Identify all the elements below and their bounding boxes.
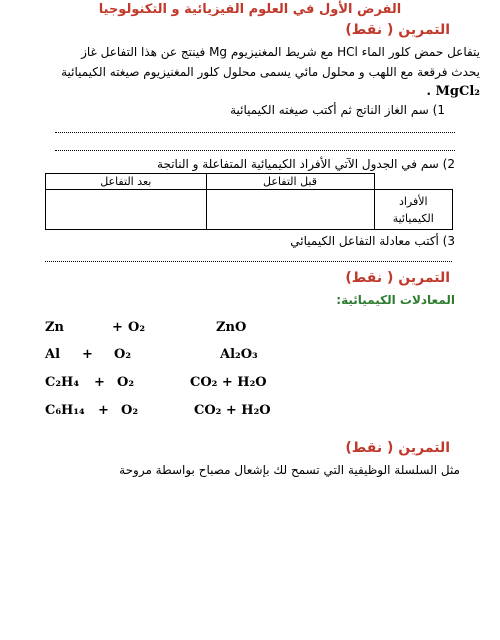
product: ZnO — [216, 320, 247, 335]
plus-sign: + — [94, 375, 105, 390]
page-title: الفرض الأول في العلوم الفيزيائية و التكنولوجيا — [98, 2, 402, 17]
question-3: 3) أكتب معادلة التفاعل الكيميائي — [290, 234, 455, 248]
reactant-2: O₂ — [114, 347, 132, 362]
table-header-after: بعد التفاعل — [46, 174, 207, 190]
exercise-3-heading: التمرين ( نقط) — [345, 440, 450, 456]
exercise-2-heading: التمرين ( نقط) — [345, 270, 450, 286]
reactant-2: O₂ — [117, 375, 135, 390]
reaction-table — [45, 173, 453, 230]
table-row-label — [374, 190, 453, 230]
product: CO₂ + H₂O — [194, 403, 271, 418]
row-label-line2: الكيميائية — [392, 211, 434, 225]
exercise-1-intro-line2: يحدث فرقعة مع اللهب و محلول مائي يسمى محلول كلور المغنيزيوم صيغته الكيميائية — [61, 65, 480, 79]
reactant-2: O₂ — [128, 320, 146, 335]
table-header-before: قبل التفاعل — [206, 174, 374, 190]
chemical-formula: MgCl₂ . — [426, 84, 480, 99]
question-1: 1) سم الغاز الناتج ثم أكتب صيغته الكيميائية — [230, 103, 445, 117]
table-cell-before[interactable] — [206, 190, 374, 230]
equations-subheading: المعادلات الكيميائية: — [336, 293, 455, 307]
reactant-1: C₂H₄ — [45, 375, 80, 390]
reactant-2: O₂ — [121, 403, 139, 418]
reactant-1: Zn — [45, 320, 64, 335]
question-2: 2) سم في الجدول الآتي الأفراد الكيميائية المتفاعلة و الناتجة — [157, 157, 455, 171]
plus-sign: + — [82, 347, 93, 362]
exercise-3-text: مثل السلسلة الوظيفية التي تسمح لك بإشعال مصباح بواسطة مروحة — [119, 463, 460, 477]
plus-sign: + — [98, 403, 109, 418]
product: Al₂O₃ — [220, 347, 258, 362]
exercise-1-intro-line1: يتفاعل حمض كلور الماء HCl مع شريط المغنيزيوم Mg فينتج عن هذا التفاعل غاز — [81, 45, 480, 59]
product: CO₂ + H₂O — [190, 375, 267, 390]
answer-line-3 — [45, 261, 452, 262]
exercise-1-heading: التمرين ( نقط) — [345, 22, 450, 38]
plus-sign: + — [112, 320, 123, 335]
answer-line-1 — [55, 132, 455, 133]
answer-line-2 — [55, 150, 455, 151]
row-label-line1: الأفراد — [398, 194, 428, 208]
table-cell-after[interactable] — [46, 190, 207, 230]
table-corner — [374, 174, 453, 190]
reactant-1: Al — [45, 347, 61, 362]
reactant-1: C₆H₁₄ — [45, 403, 85, 418]
